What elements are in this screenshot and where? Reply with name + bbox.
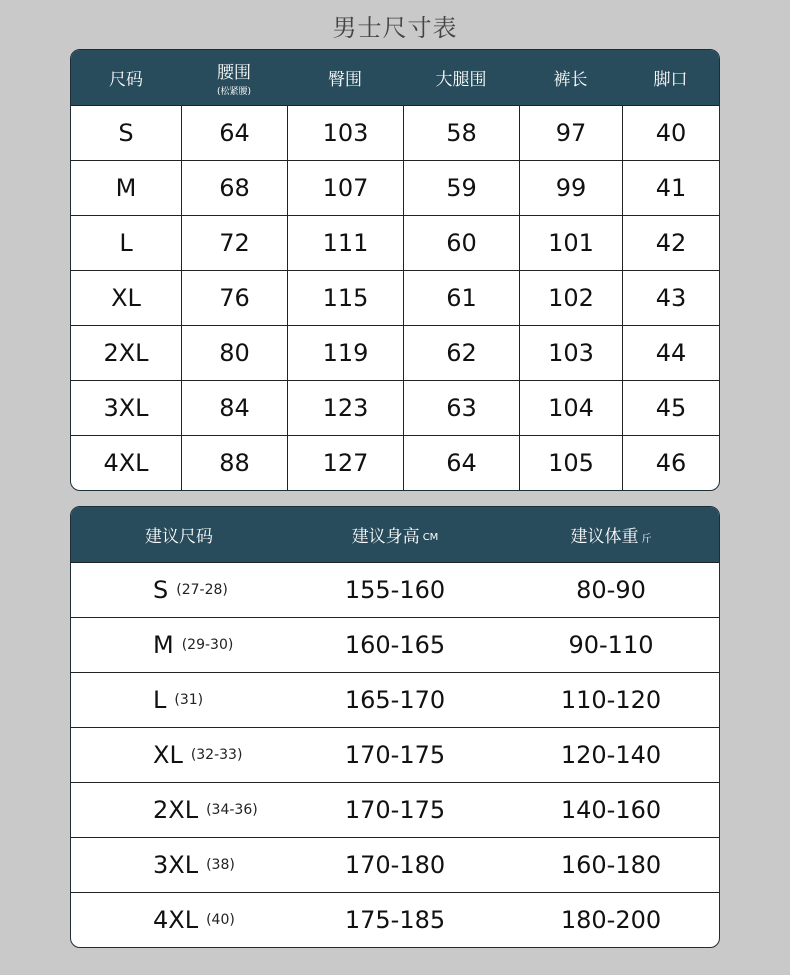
waist-range: (40) — [206, 912, 235, 928]
size-measurement-table — [70, 49, 720, 491]
cell-hem: 46 — [622, 436, 719, 490]
cell-size — [71, 563, 287, 617]
cell-height: 170-175 — [344, 796, 446, 824]
table-row — [71, 105, 719, 160]
cell-hip: 127 — [287, 436, 403, 490]
cell-weight: 90-110 — [568, 631, 654, 659]
cell-size: M — [115, 174, 137, 202]
cell-height: 155-160 — [344, 576, 446, 604]
cell-hem: 41 — [622, 161, 719, 215]
cell-height: 175-185 — [344, 906, 446, 934]
size-label: S — [153, 576, 169, 604]
table-row — [71, 672, 719, 727]
cell-hip: 107 — [287, 161, 403, 215]
cell-length: 104 — [519, 381, 622, 435]
cell-length: 105 — [519, 436, 622, 490]
cell-size — [71, 618, 287, 672]
cell-hem: 44 — [622, 326, 719, 380]
cell-height: 170-180 — [344, 851, 446, 879]
cell-size — [71, 728, 287, 782]
cell-weight: 80-90 — [576, 576, 646, 604]
cell-waist: 84 — [181, 381, 287, 435]
cell-hip: 119 — [287, 326, 403, 380]
height-unit: CM — [422, 532, 439, 543]
header-thigh: 大腿围 — [435, 70, 487, 90]
header-length: 裤长 — [553, 70, 588, 90]
cell-weight: 140-160 — [560, 796, 662, 824]
cell-weight: 120-140 — [560, 741, 662, 769]
size-recommendation-table — [70, 506, 720, 948]
cell-thigh: 64 — [403, 436, 519, 490]
cell-length: 101 — [519, 216, 622, 270]
cell-size: 3XL — [103, 394, 149, 422]
waist-range: (38) — [206, 857, 235, 873]
table-row — [71, 727, 719, 782]
table-row — [71, 782, 719, 837]
table-row — [71, 270, 719, 325]
cell-hip: 115 — [287, 271, 403, 325]
cell-weight: 180-200 — [560, 906, 662, 934]
table-body — [71, 105, 719, 490]
cell-waist: 76 — [181, 271, 287, 325]
page-title: 男士尺寸表 — [332, 14, 458, 42]
cell-size: XL — [111, 284, 141, 312]
size-label: 2XL — [153, 796, 199, 824]
cell-size — [71, 783, 287, 837]
cell-waist: 88 — [181, 436, 287, 490]
cell-waist: 80 — [181, 326, 287, 380]
cell-size — [71, 838, 287, 892]
cell-length: 97 — [519, 106, 622, 160]
cell-size: 2XL — [103, 339, 149, 367]
header-recommended-size: 建议尺码 — [145, 527, 213, 547]
header-recommended-height: 建议身高 CM — [351, 527, 439, 547]
table-body — [71, 562, 719, 947]
cell-length: 102 — [519, 271, 622, 325]
table-row — [71, 562, 719, 617]
waist-range: (32-33) — [190, 747, 243, 763]
cell-hip: 111 — [287, 216, 403, 270]
cell-hem: 45 — [622, 381, 719, 435]
cell-height: 160-165 — [344, 631, 446, 659]
table-row — [71, 435, 719, 490]
table-row — [71, 325, 719, 380]
cell-waist: 72 — [181, 216, 287, 270]
size-label: L — [153, 686, 167, 714]
waist-range: (27-28) — [176, 582, 228, 598]
cell-size: S — [118, 119, 134, 147]
header-hip: 臀围 — [328, 70, 362, 90]
table-row — [71, 837, 719, 892]
table-row — [71, 160, 719, 215]
cell-size: L — [119, 229, 133, 257]
cell-hem: 43 — [622, 271, 719, 325]
cell-thigh: 59 — [403, 161, 519, 215]
table-row — [71, 215, 719, 270]
cell-hip: 103 — [287, 106, 403, 160]
cell-size: 4XL — [103, 449, 149, 477]
size-label: 4XL — [153, 906, 199, 934]
cell-length: 103 — [519, 326, 622, 380]
cell-size — [71, 893, 287, 947]
cell-hem: 42 — [622, 216, 719, 270]
waist-range: (34-36) — [206, 802, 258, 818]
header-hem: 脚口 — [653, 70, 688, 90]
cell-thigh: 63 — [403, 381, 519, 435]
waist-range: (31) — [174, 692, 204, 708]
cell-hip: 123 — [287, 381, 403, 435]
waist-range: (29-30) — [181, 637, 234, 653]
table-row — [71, 892, 719, 947]
cell-weight: 160-180 — [560, 851, 662, 879]
cell-size — [71, 673, 287, 727]
cell-thigh: 61 — [403, 271, 519, 325]
header-waist: 腰围 (松紧腰) — [216, 63, 252, 97]
weight-unit: 斤 — [641, 534, 652, 545]
cell-weight: 110-120 — [560, 686, 662, 714]
table-header — [71, 507, 719, 562]
cell-length: 99 — [519, 161, 622, 215]
header-size: 尺码 — [109, 70, 143, 90]
header-recommended-weight: 建议体重 斤 — [570, 527, 652, 547]
cell-waist: 64 — [181, 106, 287, 160]
header-waist-note: (松紧腰) — [216, 87, 252, 97]
cell-hem: 40 — [622, 106, 719, 160]
cell-height: 165-170 — [344, 686, 446, 714]
cell-thigh: 60 — [403, 216, 519, 270]
table-row — [71, 380, 719, 435]
table-header — [71, 50, 719, 105]
size-label: M — [153, 631, 174, 659]
cell-height: 170-175 — [344, 741, 446, 769]
size-label: XL — [153, 741, 183, 769]
cell-thigh: 58 — [403, 106, 519, 160]
cell-thigh: 62 — [403, 326, 519, 380]
table-row — [71, 617, 719, 672]
cell-waist: 68 — [181, 161, 287, 215]
size-label: 3XL — [153, 851, 199, 879]
